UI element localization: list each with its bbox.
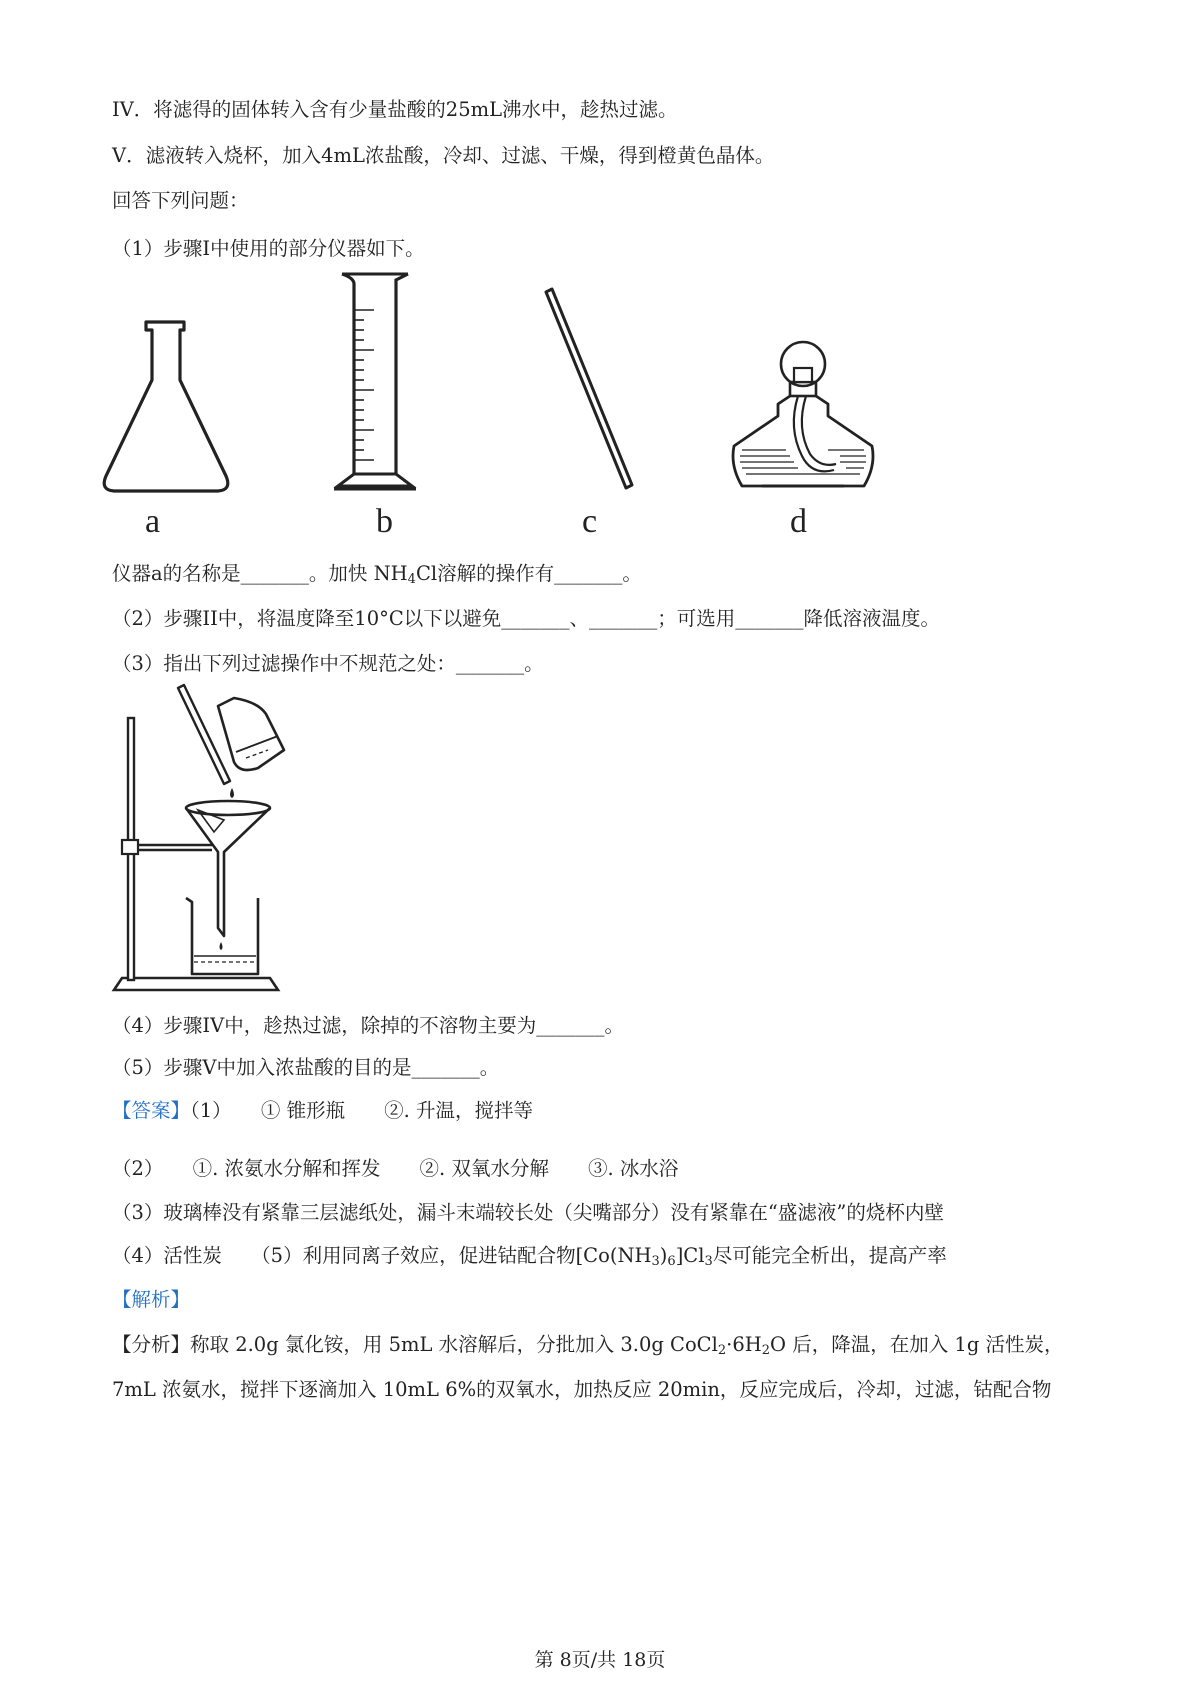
question-4: （4）步骤IV中，趁热过滤，除掉的不溶物主要为_______。 (112, 1014, 624, 1037)
answer-4-text-a: （4）活性炭 （5）利用同离子效应，促进钴配合物[Co(NH (112, 1244, 652, 1267)
answer-4-text-c: ]Cl (675, 1244, 705, 1267)
analysis-sub-1: 2 (717, 1343, 727, 1358)
glass-rod-figure (540, 282, 640, 496)
analysis-sub-2: 2 (761, 1343, 771, 1358)
page-footer: 第 8页/共 18页 (534, 1649, 666, 1671)
prompt: 回答下列问题： (112, 189, 249, 212)
answer-4-5 (112, 1243, 947, 1275)
label-c: c (582, 503, 598, 540)
analysis-text-b: ·6H (726, 1333, 762, 1356)
question-2: （2）步骤II中，将温度降至10°C以下以避免_______、_______；可选用_______降低溶液温度。 (112, 607, 941, 630)
question-1-text-b: Cl溶解的操作有_______。 (415, 562, 642, 585)
label-a: a (145, 503, 161, 540)
graduated-cylinder-figure (330, 270, 420, 494)
answer-1: （1） ① 锥形瓶 ②. 升温，搅拌等 (190, 1099, 534, 1122)
analysis-para-1 (112, 1332, 1064, 1364)
step-v: V．滤液转入烧杯，加入4mL浓盐酸，冷却、过滤、干燥，得到橙黄色晶体。 (112, 144, 775, 167)
question-1-text-a: 仪器a的名称是_______。加快 NH (112, 562, 408, 585)
question-1-subscript: 4 (407, 572, 416, 587)
analysis-para-2: 7mL 浓氨水，搅拌下逐滴加入 10mL 6%的双氧水，加热反应 20min，反应完成后，冷却，过滤，钴配合物 (112, 1378, 1052, 1401)
question-3: （3）指出下列过滤操作中不规范之处：_______。 (112, 652, 544, 675)
label-d: d (790, 503, 807, 540)
analysis-tag: 【解析】 (112, 1288, 191, 1311)
question-5: （5）步骤V中加入浓盐酸的目的是_______。 (112, 1056, 500, 1079)
label-b: b (376, 503, 393, 540)
analysis-text-a: 【分析】称取 2.0g 氯化铵，用 5mL 水溶解后，分批加入 3.0g CoCl (112, 1333, 718, 1356)
flask-figure (98, 318, 234, 496)
answer-sub-3: 3 (704, 1254, 713, 1269)
answer-tag: 【答案】 (112, 1099, 191, 1122)
question-1-text (112, 561, 642, 593)
answer-2: （2） ①. 浓氨水分解和挥发 ②. 双氧水分解 ③. 冰水浴 (112, 1157, 679, 1180)
analysis-text-c: O 后，降温，在加入 1g 活性炭， (770, 1333, 1064, 1356)
answer-4-text-b: ) (659, 1244, 668, 1267)
question-1-intro: （1）步骤I中使用的部分仪器如下。 (112, 237, 425, 260)
filtration-figure (108, 680, 298, 1000)
answer-3: （3）玻璃棒没有紧靠三层滤纸处，漏斗末端较长处（尖嘴部分）没有紧靠在“盛滤液”的烧杯内壁 (112, 1201, 944, 1224)
alcohol-lamp-figure (728, 338, 878, 496)
answer-sub-2: 6 (667, 1254, 676, 1269)
answer-4-text-d: 尽可能完全析出，提高产率 (712, 1244, 947, 1267)
answer-sub-1: 3 (651, 1254, 660, 1269)
step-iv: IV．将滤得的固体转入含有少量盐酸的25mL沸水中，趁热过滤。 (112, 98, 678, 121)
answer-line-1 (112, 1098, 533, 1124)
